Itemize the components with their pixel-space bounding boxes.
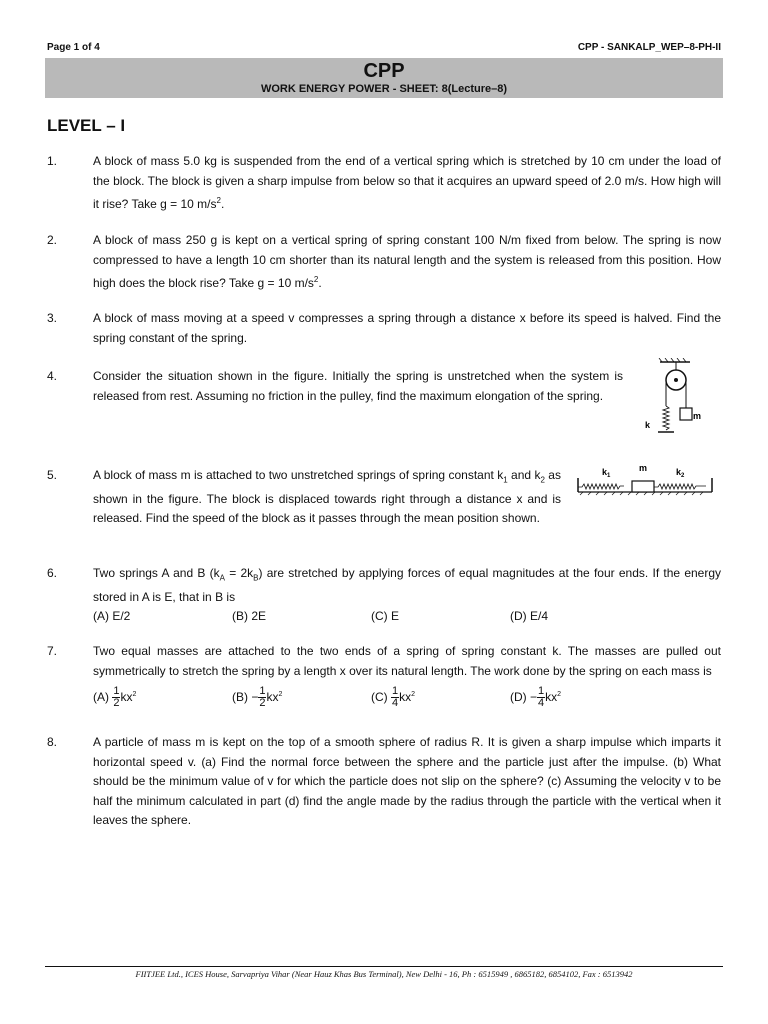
option-d: (D) E/4	[510, 609, 549, 624]
question-text: Consider the situation shown in the figure. Initially the spring is unstretched when the system is released from rest. Assuming no friction in the pulley, find the maximum elongation of the spring.	[93, 369, 623, 403]
question-number: 5.	[47, 468, 58, 482]
option-c: (C) E	[371, 609, 399, 624]
footer-address: FIITJEE Ltd., ICES House, Sarvapriya Vihar (Near Hauz Khas Bus Terminal), New Delhi - 16, Ph : 6515949 , 6865182, 6854102, Fax : 6513942	[135, 969, 633, 979]
option-c: (C) $\frac{1}{4}$ $kx^2$	[371, 685, 416, 710]
title-subtitle: WORK ENERGY POWER - SHEET: 8(Lecture–8)	[260, 83, 508, 95]
question-text: A block of mass moving at a speed v compresses a spring through a distance x before its speed is halved. Find the spring constant of the spring.	[93, 311, 721, 345]
option-b: (B) 2E	[232, 609, 267, 624]
options-row	[93, 681, 721, 713]
sheet-code: CPP - SANKALP_WEP–8-PH-II	[577, 42, 721, 53]
question-text: A block of mass 250 g is kept on a vertical spring of spring constant 100 N/m fixed from below. The spring is now compressed to have a length 10 cm shorter than its natural length and the system is released from this position. How high does the block rise? Take g = 10 $m/s^2$.	[93, 233, 721, 290]
footer-divider	[45, 966, 723, 967]
k2-label: $k_2$	[676, 467, 685, 479]
option-b: (B) − $\frac{1}{2}$ $kx^2$	[232, 685, 283, 710]
options-row	[93, 607, 721, 626]
question-number: 8.	[47, 735, 58, 749]
level-heading: LEVEL – I	[47, 116, 126, 135]
spring-label: k	[645, 420, 651, 430]
page-number: Page 1 of 4	[47, 42, 100, 53]
question-text: A block of mass m is attached to two unstretched springs of spring constant $k_1$ and $k_2$ as shown in the figure. The block is displaced towards right through a distance x and is released. Find the speed of the block as it passes through the mean position shown.	[93, 468, 561, 526]
question-number: 3.	[47, 311, 58, 325]
mass-label: m	[693, 411, 702, 421]
option-a: (A) E/2	[93, 609, 131, 624]
option-d: (D) − $\frac{1}{4}$ $kx^2$	[510, 685, 562, 710]
k1-label: $k_1$	[602, 467, 611, 479]
pulley-spring-figure	[640, 358, 710, 438]
question-text: A block of mass 5.0 kg is suspended from the end of a vertical spring which is stretched by 10 cm under the load of the block. The block is given a sharp impulse from below so that it acquires an upward speed of 2.0 m/s. How high will it rise? Take g = 10 $m/s^2$.	[93, 154, 721, 211]
option-a: (A) $\frac{1}{2}$ $kx^2$	[93, 685, 137, 710]
question-text: A particle of mass m is kept on the top of a smooth sphere of radius R. It is given a sharp impulse which imparts it horizontal speed v. (a) Find the normal force between the sphere and the particle just after the impulse. (b) What should be the minimum value of v for which the particle does not slip on the sphere? (c) Assuming the velocity v to be half the minimum calculated in part (d) find the angle made by the radius through the particle with the vertical when it leaves the sphere.	[93, 735, 721, 827]
mass-label: m	[639, 463, 648, 473]
question-number: 6.	[47, 566, 58, 580]
title-banner	[45, 58, 723, 98]
question-number: 7.	[47, 644, 58, 658]
question-number: 2.	[47, 233, 58, 247]
question-number: 4.	[47, 369, 58, 383]
question-text: Two springs A and B $(k_A = 2k_B)$ are stretched by applying forces of equal magnitudes at the four ends. If the energy stored in A is E, that in B is (A) E/2 (B) 2E (C) E (D) E/4	[93, 564, 721, 626]
question-text: Two equal masses are attached to the two ends of a spring of spring constant k. The masses are pulled out symmetrically to stretch the spring by a length x over its natural length. The work done by the spring on each mass is (A) $\frac{1}{2}$ $kx^2$ (B) − $\frac{1}{2}$ $kx^2$ (C) $\frac{1}{4}$ $kx^2$ (D) − $\frac{1}{4}$ $kx^2$	[93, 642, 721, 713]
title-main: CPP	[363, 60, 405, 82]
two-spring-figure	[576, 462, 716, 498]
question-number: 1.	[47, 154, 58, 168]
